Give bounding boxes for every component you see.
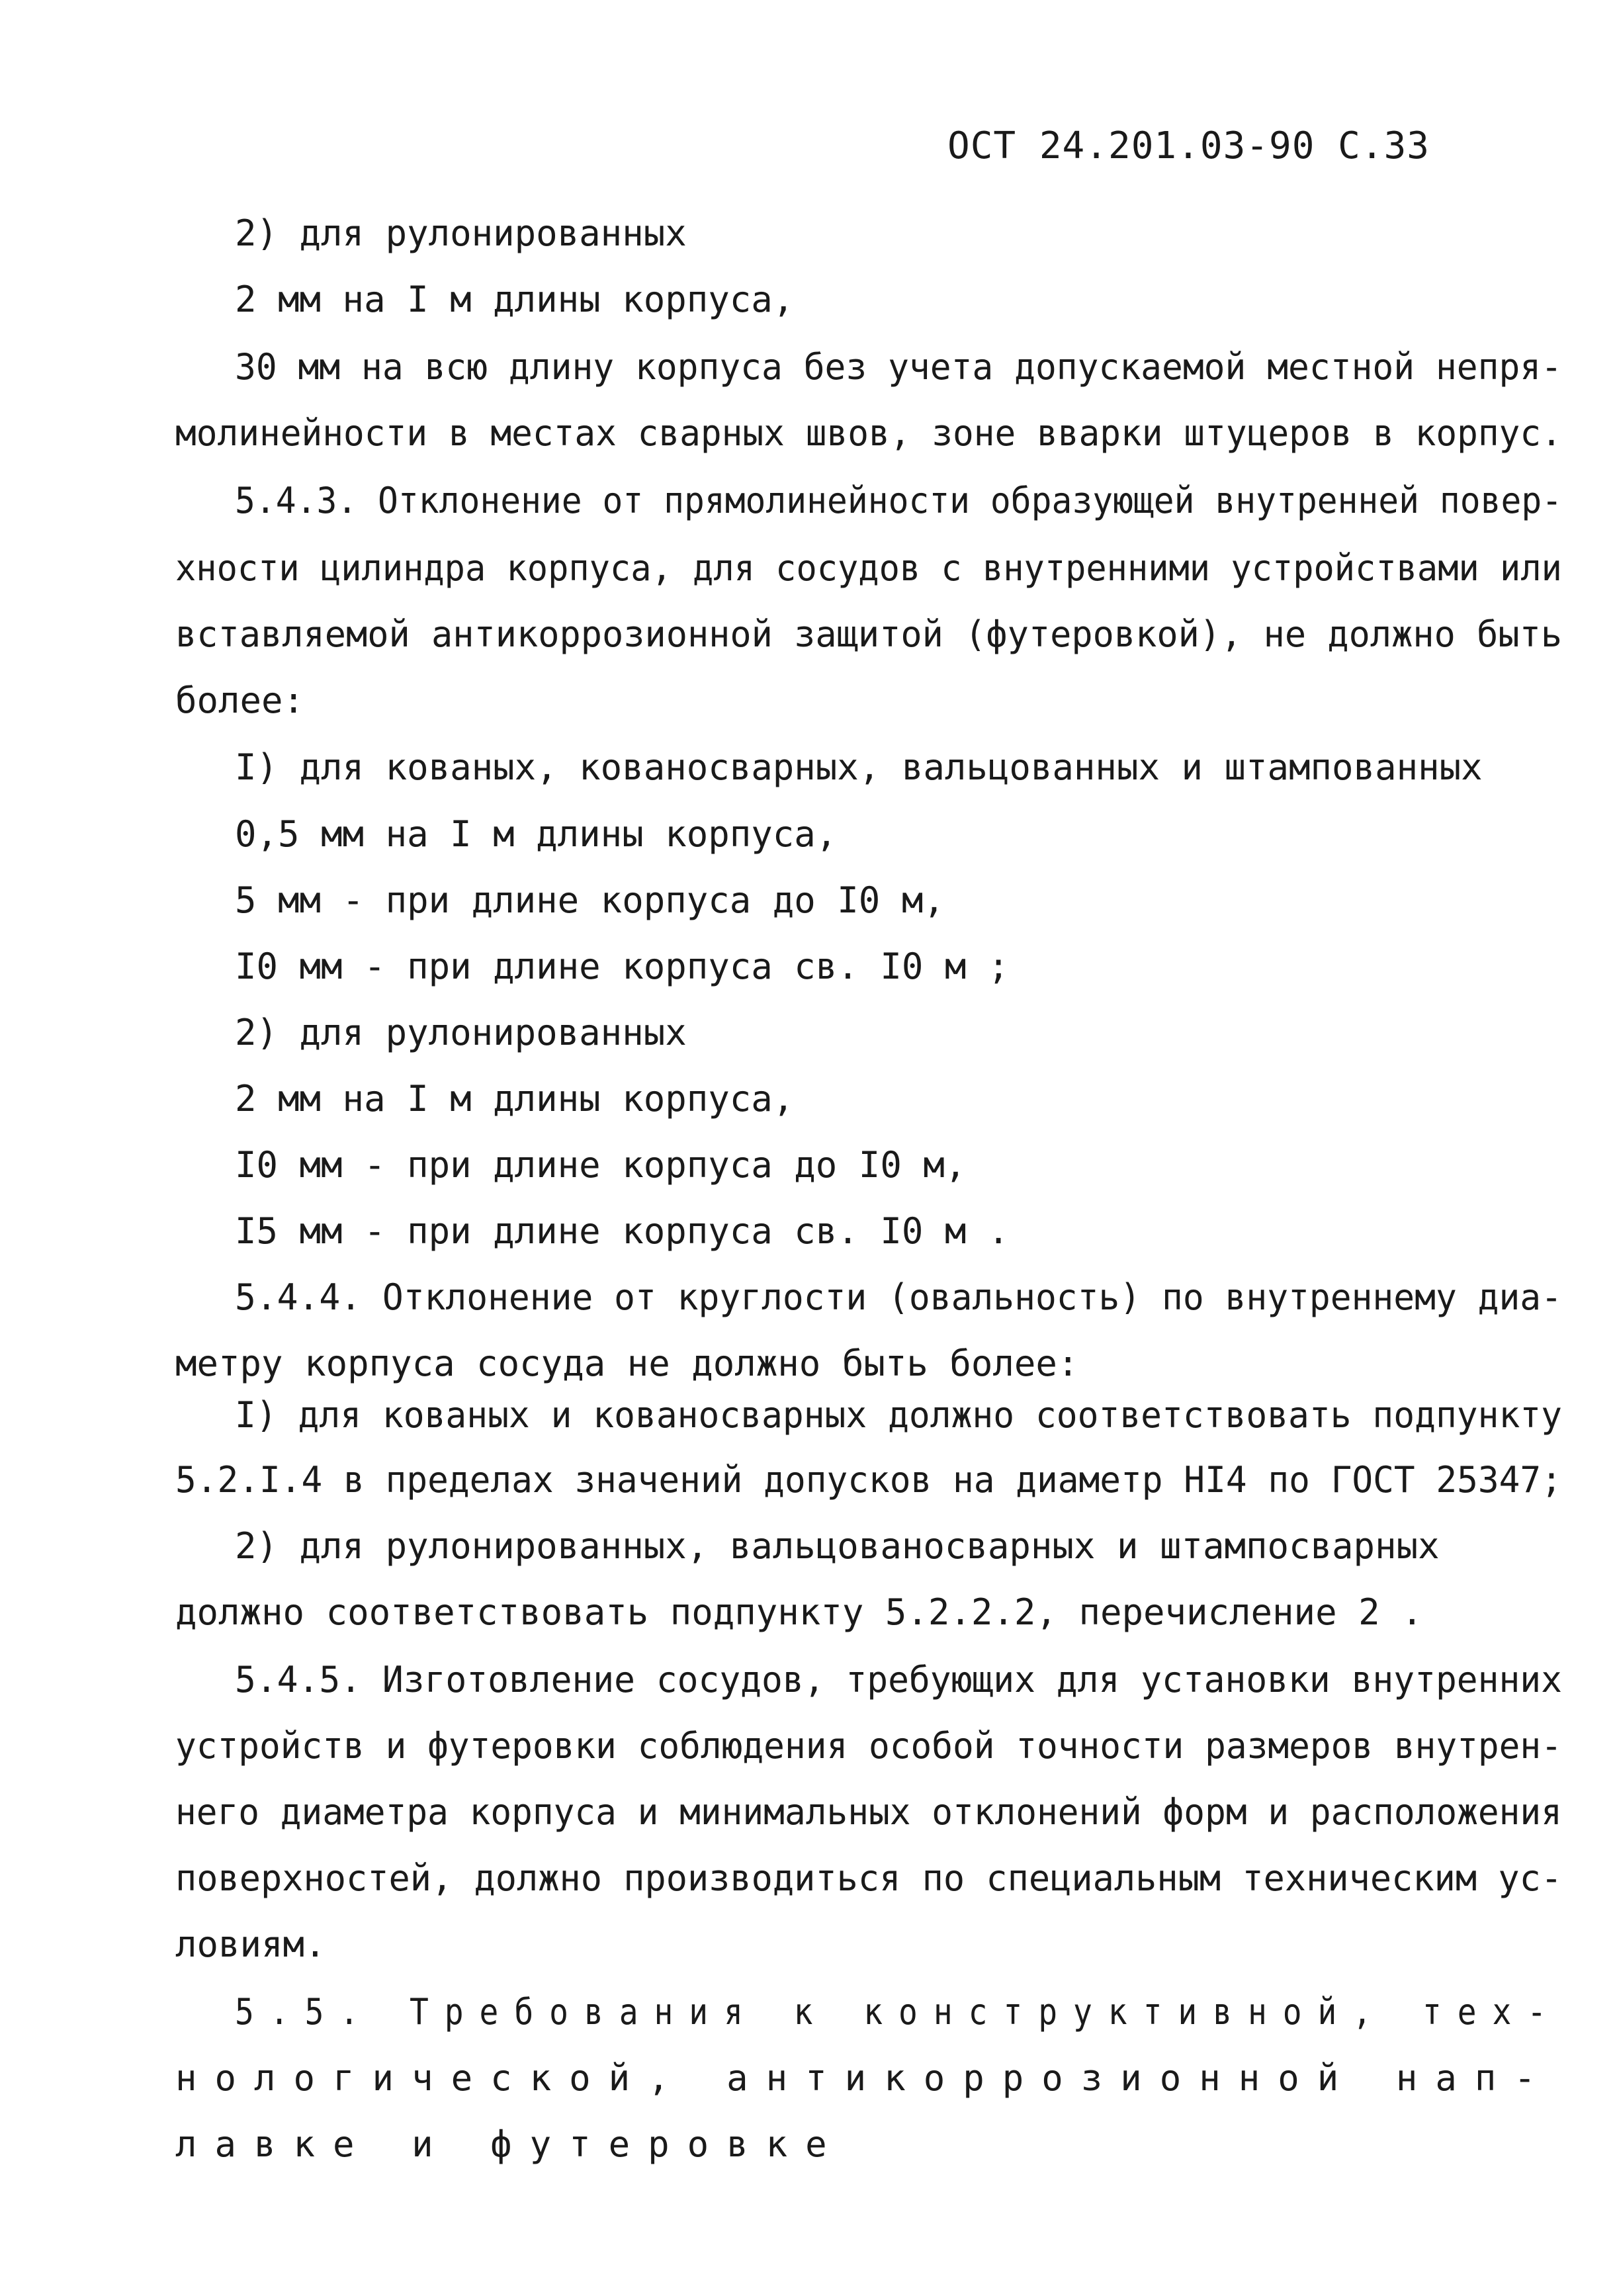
- text-line: более:: [175, 680, 305, 721]
- text-line: устройств и футеровки соблюдения особой точности размеров внутрен-: [175, 1725, 1562, 1767]
- text-line: 5.4.4. Отклонение от круглости (овальность) по внутреннему диа-: [235, 1276, 1562, 1318]
- text-line: молинейности в местах сварных швов, зоне вварки штуцеров в корпус.: [175, 412, 1562, 454]
- section-heading-line: лавке и футеровке: [175, 2123, 845, 2165]
- text-line: метру корпуса сосуда не должно быть более:: [175, 1343, 1079, 1384]
- section-heading-line: 5.5. Требования к конструктивной, тех-: [235, 1991, 1563, 2033]
- text-line: 5.4.5. Изготовление сосудов, требующих для установки внутренних: [235, 1659, 1562, 1700]
- text-line: 5.4.3. Отклонение от прямолинейности образующей внутренней повер-: [235, 480, 1563, 521]
- text-line: 2 мм на I м длины корпуса,: [235, 279, 795, 320]
- text-line: 2 мм на I м длины корпуса,: [235, 1078, 795, 1120]
- text-line: 2) для рулонированных: [235, 1012, 687, 1053]
- text-line: 5 мм - при длине корпуса до I0 м,: [235, 879, 945, 921]
- text-line: I0 мм - при длине корпуса до I0 м,: [235, 1144, 967, 1186]
- text-line: вставляемой антикоррозионной защитой (футеровкой), не должно быть: [175, 613, 1563, 655]
- text-line: ловиям.: [175, 1923, 326, 1965]
- text-line: хности цилиндра корпуса, для сосудов с внутренними устройствами или: [175, 547, 1562, 589]
- text-line: 2) для рулонированных, вальцованосварных и штампосварных: [235, 1525, 1440, 1567]
- text-line: него диаметра корпуса и минимальных отклонений форм и расположения: [175, 1791, 1562, 1833]
- text-line: 5.2.I.4 в пределах значений допусков на диаметр HI4 по ГОСТ 25347;: [175, 1459, 1562, 1501]
- text-line: I0 мм - при длине корпуса св. I0 м ;: [235, 946, 1010, 987]
- text-line: I5 мм - при длине корпуса св. I0 м .: [235, 1210, 1010, 1252]
- section-heading-line: нологической, антикоррозионной нап-: [175, 2057, 1553, 2099]
- text-line: должно соответствовать подпункту 5.2.2.2, перечисление 2 .: [175, 1591, 1423, 1633]
- text-line: 2) для рулонированных: [235, 212, 687, 254]
- page-header: ОСТ 24.201.03-90 С.33: [947, 124, 1430, 167]
- text-line: поверхностей, должно производиться по специальным техническим ус-: [175, 1857, 1563, 1899]
- text-line: 30 мм на всю длину корпуса без учета допускаемой местной непря-: [235, 346, 1562, 388]
- text-line: I) для кованых, кованосварных, вальцованных и штампованных: [235, 746, 1483, 788]
- text-line: 0,5 мм на I м длины корпуса,: [235, 813, 838, 855]
- text-line: I) для кованых и кованосварных должно соответствовать подпункту: [235, 1394, 1562, 1436]
